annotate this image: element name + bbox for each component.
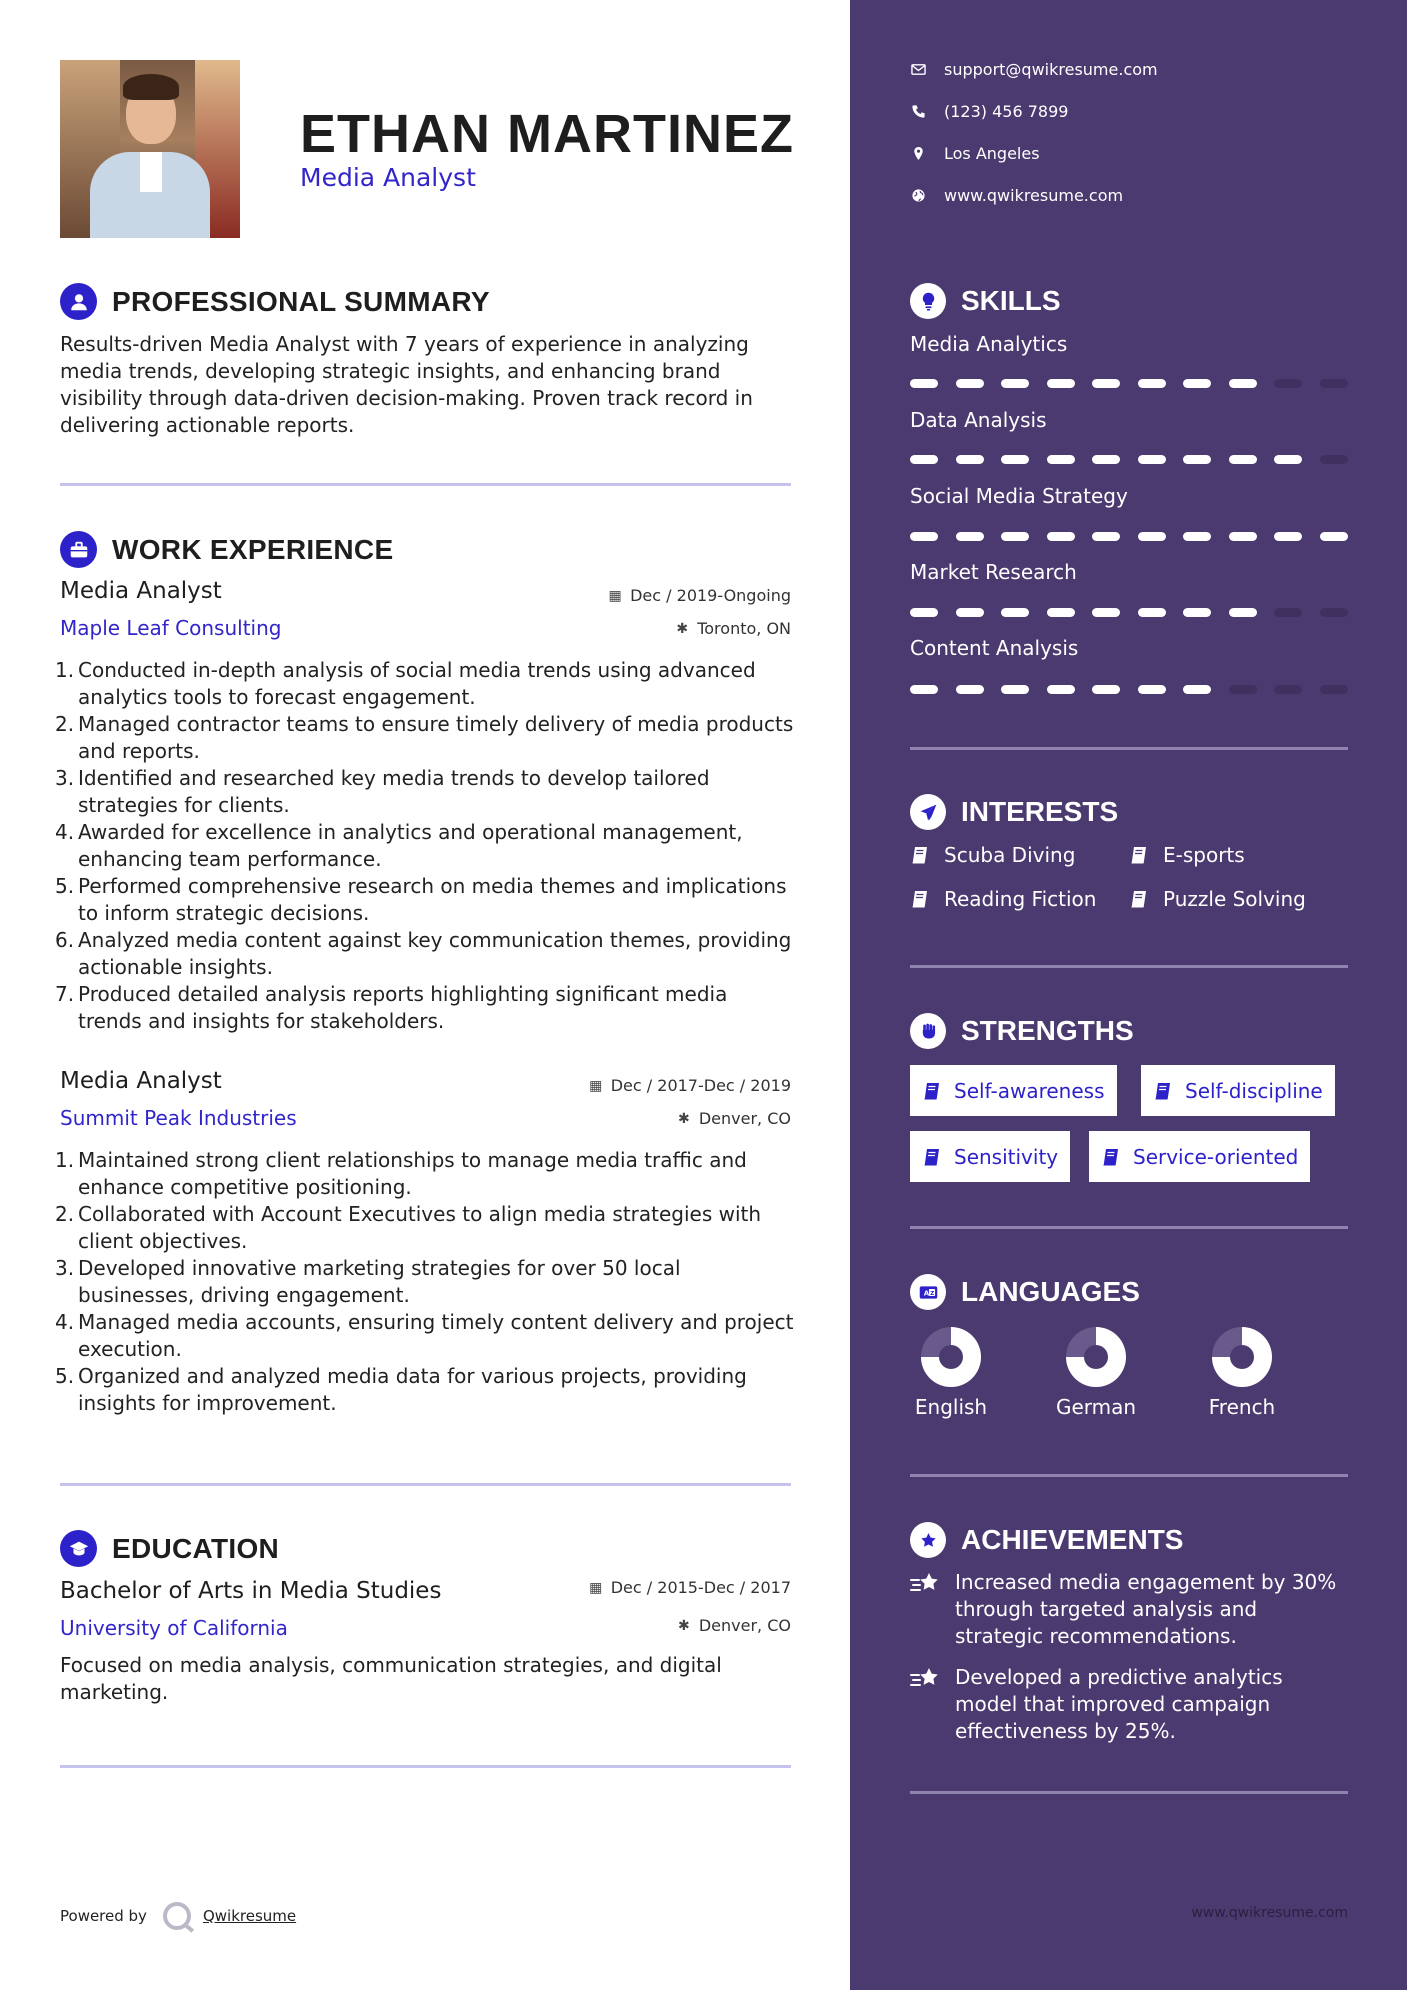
graduation-cap-icon	[60, 1530, 97, 1567]
skill-segment	[1183, 379, 1211, 388]
skill-label: Data Analysis	[910, 408, 1047, 432]
divider	[60, 1483, 791, 1486]
book-icon	[1101, 1147, 1121, 1167]
skill-label: Market Research	[910, 560, 1077, 584]
job-location: ✱ Toronto, ON	[676, 619, 791, 638]
languages-header	[910, 1274, 1140, 1310]
work-header	[60, 531, 393, 568]
job-dates: ▦ Dec / 2017-Dec / 2019	[589, 1076, 791, 1095]
paper-plane-icon	[910, 794, 946, 830]
list-item: 4. Awarded for excellence in analytics and operational management, enhancing team performance.	[55, 820, 743, 871]
list-item: 6. Analyzed media content against key communication themes, providing actionable insights.	[55, 928, 792, 979]
book-icon	[1153, 1081, 1173, 1101]
skill-segment	[956, 608, 984, 617]
skill-segment	[1229, 455, 1257, 464]
education-dates: ▦ Dec / 2015-Dec / 2017	[589, 1578, 791, 1597]
phone-icon	[910, 104, 926, 120]
skills-header	[910, 283, 1061, 319]
candidate-role: Media Analyst	[300, 163, 476, 192]
calendar-icon: ▦	[608, 587, 622, 604]
list-item: 2. Collaborated with Account Executives to align media strategies with client objectives.	[55, 1202, 762, 1253]
interest-item: E-sports	[1129, 843, 1245, 867]
skill-segment	[1001, 379, 1029, 388]
summary-text: Results-driven Media Analyst with 7 years of experience in analyzing media trends, developing strategic insights, and enhancing brand visibility through data-driven decision-making. Proven track record in delivering actionable reports.	[60, 332, 753, 437]
skill-bar	[910, 532, 1365, 541]
skill-segment	[1001, 685, 1029, 694]
skill-segment	[910, 455, 938, 464]
list-item: 4. Managed media accounts, ensuring timely content delivery and project execution.	[55, 1310, 794, 1361]
skill-bar	[910, 685, 1365, 694]
language-level-ring	[1064, 1325, 1128, 1389]
divider	[910, 965, 1348, 968]
skill-segment	[1229, 532, 1257, 541]
skill-segment	[1138, 379, 1166, 388]
map-marker-icon	[910, 146, 926, 162]
degree: Bachelor of Arts in Media Studies	[60, 1578, 442, 1604]
skill-segment	[1229, 379, 1257, 388]
skill-segment	[1274, 379, 1302, 388]
globe-icon	[910, 188, 926, 204]
job-title: Media Analyst	[60, 578, 222, 604]
skill-segment	[1001, 455, 1029, 464]
skill-segment	[1092, 532, 1120, 541]
book-icon	[1129, 845, 1149, 865]
fist-icon	[910, 1013, 946, 1049]
summary-header	[60, 283, 490, 320]
sidebar	[850, 0, 1407, 1990]
skill-segment	[1320, 379, 1348, 388]
skill-segment	[1274, 685, 1302, 694]
contact-website[interactable]: www.qwikresume.com	[910, 186, 1123, 205]
lightbulb-icon	[910, 283, 946, 319]
language-item: German	[1031, 1325, 1161, 1419]
shooting-star-icon	[910, 1666, 942, 1694]
strength-tag: Service-oriented	[1089, 1131, 1310, 1182]
skill-segment	[1229, 608, 1257, 617]
skill-segment	[1092, 455, 1120, 464]
user-icon	[60, 283, 97, 320]
skill-segment	[1047, 685, 1075, 694]
strength-tag: Self-discipline	[1141, 1065, 1335, 1116]
divider	[60, 1765, 791, 1768]
star-badge-icon	[910, 1522, 946, 1558]
summary-title: PROFESSIONAL SUMMARY	[112, 285, 490, 317]
pin-icon: ✱	[677, 1110, 690, 1127]
candidate-name: ETHAN MARTINEZ	[300, 104, 794, 164]
skill-segment	[1229, 685, 1257, 694]
divider	[910, 747, 1348, 750]
interests-title: INTERESTS	[961, 796, 1119, 827]
divider	[910, 1474, 1348, 1477]
achievements-title: ACHIEVEMENTS	[961, 1524, 1184, 1555]
skill-segment	[956, 685, 984, 694]
skill-segment	[1183, 455, 1211, 464]
languages-title: LANGUAGES	[961, 1276, 1140, 1307]
skill-segment	[1183, 685, 1211, 694]
achievement-item: Increased media engagement by 30% through targeted analysis and strategic recommendations.	[910, 1569, 1350, 1650]
pin-icon: ✱	[676, 620, 689, 637]
skill-segment	[1138, 532, 1166, 541]
list-item: 3. Developed innovative marketing strategies for over 50 local businesses, driving engagement.	[55, 1256, 681, 1307]
skill-segment	[1001, 608, 1029, 617]
contact-phone[interactable]: (123) 456 7899	[910, 102, 1068, 121]
list-item: 1. Conducted in-depth analysis of social media trends using advanced analytics tools to forecast engagement.	[55, 658, 756, 709]
calendar-icon: ▦	[589, 1077, 603, 1094]
profile-photo	[60, 60, 240, 238]
skill-segment	[1092, 685, 1120, 694]
work-title: WORK EXPERIENCE	[112, 533, 394, 565]
job-bullets	[55, 1147, 795, 1417]
skill-segment	[1047, 455, 1075, 464]
interest-item: Scuba Diving	[910, 843, 1075, 867]
skill-segment	[1274, 532, 1302, 541]
skills-title: SKILLS	[961, 285, 1061, 316]
powered-by: Powered by Qwikresume	[60, 1902, 296, 1930]
job-company: Summit Peak Industries	[60, 1106, 297, 1130]
skill-segment	[1274, 608, 1302, 617]
language-level-ring	[1210, 1325, 1274, 1389]
skill-segment	[1047, 532, 1075, 541]
strength-tag: Sensitivity	[910, 1131, 1070, 1182]
brand-link[interactable]: Qwikresume	[202, 1907, 297, 1925]
contact-email[interactable]: support@qwikresume.com	[910, 60, 1158, 79]
skill-label: Social Media Strategy	[910, 484, 1128, 508]
education-title: EDUCATION	[112, 1532, 280, 1564]
pin-icon: ✱	[677, 1617, 690, 1634]
skill-segment	[1274, 455, 1302, 464]
skill-label: Media Analytics	[910, 332, 1068, 356]
skill-segment	[1092, 608, 1120, 617]
divider	[910, 1226, 1348, 1229]
interest-item: Puzzle Solving	[1129, 887, 1306, 911]
footer-url[interactable]: www.qwikresume.com	[1191, 1905, 1348, 1921]
strength-tag: Self-awareness	[910, 1065, 1117, 1116]
skill-segment	[1320, 685, 1348, 694]
job-dates: ▦ Dec / 2019-Ongoing	[608, 586, 791, 605]
job-title: Media Analyst	[60, 1068, 222, 1094]
skill-segment	[1092, 379, 1120, 388]
list-item: 2. Managed contractor teams to ensure timely delivery of media products and reports.	[55, 712, 794, 763]
list-item: 7. Produced detailed analysis reports highlighting significant media trends and insights for stakeholders.	[55, 982, 728, 1033]
education-location: ✱ Denver, CO	[677, 1616, 791, 1635]
skill-bar	[910, 608, 1365, 617]
skill-segment	[1138, 685, 1166, 694]
skill-segment	[1320, 608, 1348, 617]
language-icon	[910, 1274, 946, 1310]
skill-segment	[1047, 608, 1075, 617]
interests-header	[910, 794, 1118, 830]
skill-segment	[1047, 379, 1075, 388]
envelope-icon	[910, 62, 926, 78]
language-item: English	[886, 1325, 1016, 1419]
school: University of California	[60, 1616, 288, 1640]
shooting-star-icon	[910, 1571, 942, 1599]
achievements-header	[910, 1522, 1183, 1558]
skill-segment	[910, 379, 938, 388]
calendar-icon: ▦	[589, 1579, 603, 1596]
divider	[910, 1791, 1348, 1794]
book-icon	[910, 845, 930, 865]
skill-segment	[956, 379, 984, 388]
skill-bar	[910, 379, 1365, 388]
skill-segment	[910, 532, 938, 541]
list-item: 5. Performed comprehensive research on media themes and implications to inform strategic decisions.	[55, 874, 787, 925]
job-bullets	[55, 657, 795, 1035]
skill-segment	[1183, 608, 1211, 617]
job-location: ✱ Denver, CO	[677, 1109, 791, 1128]
skill-segment	[1320, 455, 1348, 464]
divider	[60, 483, 791, 486]
skill-segment	[1138, 608, 1166, 617]
education-header	[60, 1530, 279, 1567]
svg-text:Z: Z	[929, 1290, 934, 1297]
strengths-header	[910, 1013, 1134, 1049]
book-icon	[1129, 889, 1149, 909]
skill-segment	[1320, 532, 1348, 541]
job-company: Maple Leaf Consulting	[60, 616, 282, 640]
skill-segment	[956, 455, 984, 464]
education-description: Focused on media analysis, communication strategies, and digital marketing.	[60, 1653, 722, 1704]
skill-segment	[1183, 532, 1211, 541]
language-level-ring	[919, 1325, 983, 1389]
skill-segment	[1138, 455, 1166, 464]
svg-text:A: A	[923, 1289, 929, 1298]
skill-label: Content Analysis	[910, 636, 1079, 660]
language-item: French	[1177, 1325, 1307, 1419]
contact-location: Los Angeles	[910, 144, 1040, 163]
qwikresume-logo-icon	[163, 1902, 191, 1930]
strengths-title: STRENGTHS	[961, 1015, 1134, 1046]
book-icon	[922, 1147, 942, 1167]
skill-segment	[910, 685, 938, 694]
list-item: 1. Maintained strong client relationships to manage media traffic and enhance competitive positioning.	[55, 1148, 747, 1199]
book-icon	[910, 889, 930, 909]
list-item: 5. Organized and analyzed media data for various projects, providing insights for improvement.	[55, 1364, 747, 1415]
achievement-item: Developed a predictive analytics model that improved campaign effectiveness by 25%.	[910, 1664, 1350, 1745]
skill-bar	[910, 455, 1365, 464]
skill-segment	[910, 608, 938, 617]
briefcase-icon	[60, 531, 97, 568]
skill-segment	[956, 532, 984, 541]
list-item: 3. Identified and researched key media trends to develop tailored strategies for clients.	[55, 766, 710, 817]
book-icon	[922, 1081, 942, 1101]
interest-item: Reading Fiction	[910, 887, 1096, 911]
skill-segment	[1001, 532, 1029, 541]
